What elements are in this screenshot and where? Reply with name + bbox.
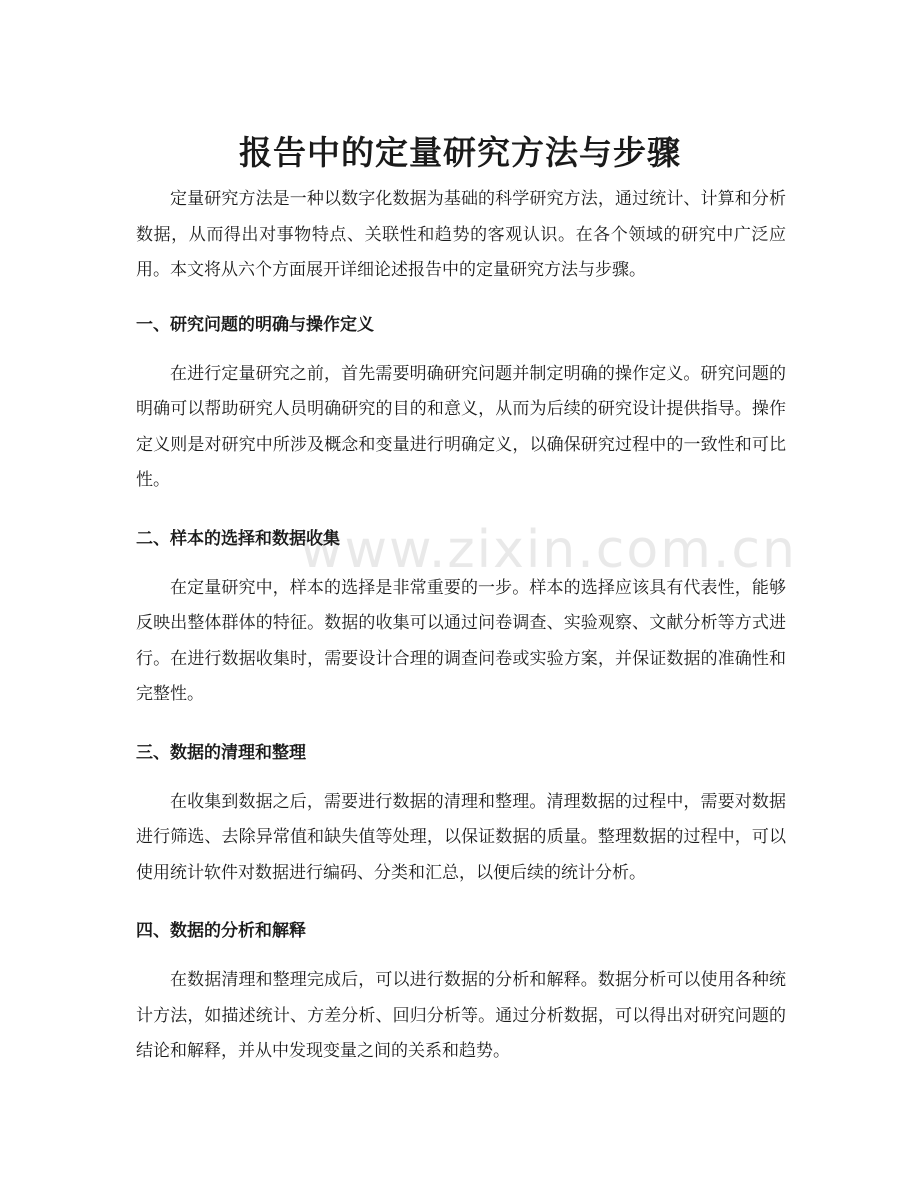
document-title: 报告中的定量研究方法与步骤 xyxy=(239,133,681,173)
section-body-4: 在数据清理和整理完成后，可以进行数据的分析和解释。数据分析可以使用各种统计方法，如描述统计、方差分析、回归分析等。通过分析数据，可以得出对研究问题的结论和解释，并从中发现变量之间的关系和趋势。 xyxy=(136,970,786,1061)
section-body-1: 在进行定量研究之前，首先需要明确研究问题并制定明确的操作定义。研究问题的明确可以帮助研究人员明确研究的目的和意义，从而为后续的研究设计提供指导。操作定义则是对研究中所涉及概念和变量进行明确定义，以确保研究过程中的一致性和可比性。 xyxy=(136,363,786,490)
section-heading-4: 四、数据的分析和解释 xyxy=(136,921,306,941)
watermark: www.zixin.com.cn xyxy=(300,520,797,580)
section-heading-1: 一、研究问题的明确与操作定义 xyxy=(136,314,374,335)
section-heading-3: 三、数据的清理和整理 xyxy=(136,742,306,763)
intro-paragraph: 定量研究方法是一种以数字化数据为基础的科学研究方法，通过统计、计算和分析数据，从而得出对事物特点、关联性和趋势的客观认识。在各个领域的研究中广泛应用。本文将从六个方面展开详细论述报告中的定量研究方法与步骤。 xyxy=(136,189,786,280)
section-body-2: 在定量研究中，样本的选择是非常重要的一步。样本的选择应该具有代表性，能够反映出整体群体的特征。数据的收集可以通过问卷调查、实验观察、文献分析等方式进行。在进行数据收集时，需要设计合理的调查问卷或实验方案，并保证数据的准确性和完整性。 xyxy=(136,577,786,704)
section-body-3: 在收集到数据之后，需要进行数据的清理和整理。清理数据的过程中，需要对数据进行筛选、去除异常值和缺失值等处理，以保证数据的质量。整理数据的过程中，可以使用统计软件对数据进行编码、分类和汇总，以便后续的统计分析。 xyxy=(136,791,786,883)
document-body xyxy=(136,182,786,1070)
section-heading-2: 二、样本的选择和数据收集 xyxy=(136,528,340,549)
